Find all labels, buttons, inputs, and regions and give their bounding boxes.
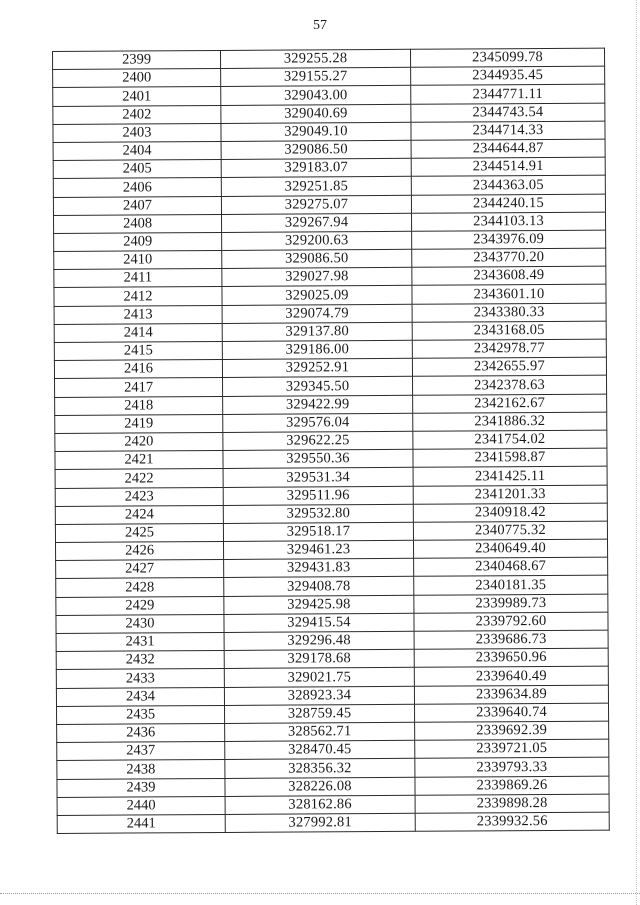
x-coordinate-cell: 329275.07 [221,195,411,214]
x-coordinate-cell: 329531.34 [223,468,413,487]
point-number-cell: 2414 [54,323,222,342]
x-coordinate-cell: 329415.54 [224,613,414,632]
y-coordinate-cell: 2339686.73 [414,630,608,649]
y-coordinate-cell: 2339792.60 [414,612,608,631]
x-coordinate-cell: 329431.83 [224,559,414,578]
y-coordinate-cell: 2343770.20 [412,248,606,267]
point-number-cell: 2441 [57,814,225,833]
y-coordinate-cell: 2339932.56 [415,812,609,831]
point-number-cell: 2408 [54,214,222,233]
y-coordinate-cell: 2342978.77 [412,339,606,358]
point-number-cell: 2403 [53,123,221,142]
point-number-cell: 2422 [55,469,223,488]
point-number-cell: 2435 [57,705,225,724]
x-coordinate-cell: 328470.45 [225,740,415,759]
point-number-cell: 2415 [54,341,222,360]
x-coordinate-cell: 329461.23 [223,540,413,559]
point-number-cell: 2436 [57,723,225,742]
y-coordinate-cell: 2339869.26 [415,776,609,795]
point-number-cell: 2429 [56,596,224,615]
point-number-cell: 2417 [55,378,223,397]
x-coordinate-cell: 329021.75 [224,668,414,687]
y-coordinate-cell: 2342378.63 [412,375,606,394]
x-coordinate-cell: 329267.94 [221,213,411,232]
point-number-cell: 2402 [53,105,221,124]
page-bottom-rule [0,893,640,894]
y-coordinate-cell: 2341754.02 [413,430,607,449]
point-number-cell: 2427 [56,560,224,579]
coordinates-table-container [52,48,609,834]
x-coordinate-cell: 328923.34 [224,686,414,705]
y-coordinate-cell: 2345099.78 [410,48,604,67]
y-coordinate-cell: 2340918.42 [413,503,607,522]
y-coordinate-cell: 2341598.87 [413,448,607,467]
point-number-cell: 2412 [54,287,222,306]
point-number-cell: 2438 [57,760,225,779]
x-coordinate-cell: 328759.45 [224,704,414,723]
x-coordinate-cell: 328226.08 [225,777,415,796]
y-coordinate-cell: 2341201.33 [413,485,607,504]
x-coordinate-cell: 329137.80 [222,322,412,341]
x-coordinate-cell: 329511.96 [223,486,413,505]
y-coordinate-cell: 2341425.11 [413,466,607,485]
point-number-cell: 2431 [56,632,224,651]
page-number: 57 [313,18,327,33]
point-number-cell: 2413 [54,305,222,324]
point-number-cell: 2405 [53,160,221,179]
point-number-cell: 2437 [57,742,225,761]
y-coordinate-cell: 2339721.05 [415,739,609,758]
x-coordinate-cell: 329086.50 [222,249,412,268]
x-coordinate-cell: 329408.78 [224,577,414,596]
point-number-cell: 2439 [57,778,225,797]
y-coordinate-cell: 2341886.32 [413,412,607,431]
y-coordinate-cell: 2344714.33 [411,121,605,140]
y-coordinate-cell: 2344240.15 [411,194,605,213]
y-coordinate-cell: 2339898.28 [415,794,609,813]
x-coordinate-cell: 329027.98 [222,268,412,287]
point-number-cell: 2425 [55,523,223,542]
x-coordinate-cell: 329255.28 [220,49,410,68]
y-coordinate-cell: 2344363.05 [411,175,605,194]
point-number-cell: 2411 [54,269,222,288]
y-coordinate-cell: 2344644.87 [411,139,605,158]
x-coordinate-cell: 329074.79 [222,304,412,323]
x-coordinate-cell: 328562.71 [225,722,415,741]
point-number-cell: 2420 [55,432,223,451]
y-coordinate-cell: 2344103.13 [411,212,605,231]
point-number-cell: 2416 [54,360,222,379]
point-number-cell: 2404 [53,141,221,160]
x-coordinate-cell: 329178.68 [224,649,414,668]
y-coordinate-cell: 2339692.39 [415,721,609,740]
point-number-cell: 2440 [57,796,225,815]
x-coordinate-cell: 329183.07 [221,158,411,177]
x-coordinate-cell: 329425.98 [224,595,414,614]
coordinates-table [52,48,610,834]
x-coordinate-cell: 327992.81 [225,813,415,832]
y-coordinate-cell: 2340775.32 [413,521,607,540]
point-number-cell: 2433 [56,669,224,688]
table-row [57,812,609,834]
x-coordinate-cell: 329252.91 [222,358,412,377]
y-coordinate-cell: 2339989.73 [414,594,608,613]
page-right-edge [636,0,637,905]
y-coordinate-cell: 2340649.40 [413,539,607,558]
x-coordinate-cell: 329251.85 [221,177,411,196]
point-number-cell: 2421 [55,451,223,470]
y-coordinate-cell: 2339793.33 [415,757,609,776]
y-coordinate-cell: 2342162.67 [413,394,607,413]
y-coordinate-cell: 2343976.09 [412,230,606,249]
point-number-cell: 2434 [56,687,224,706]
y-coordinate-cell: 2340468.67 [414,557,608,576]
x-coordinate-cell: 329086.50 [221,140,411,159]
x-coordinate-cell: 329345.50 [222,377,412,396]
point-number-cell: 2424 [55,505,223,524]
point-number-cell: 2432 [56,651,224,670]
x-coordinate-cell: 329049.10 [221,122,411,141]
x-coordinate-cell: 329186.00 [222,340,412,359]
x-coordinate-cell: 329040.69 [221,104,411,123]
x-coordinate-cell: 329622.25 [223,431,413,450]
point-number-cell: 2423 [55,487,223,506]
point-number-cell: 2407 [53,196,221,215]
x-coordinate-cell: 328162.86 [225,795,415,814]
x-coordinate-cell: 329043.00 [221,86,411,105]
point-number-cell: 2426 [56,542,224,561]
table-body [53,48,610,833]
point-number-cell: 2409 [54,232,222,251]
y-coordinate-cell: 2340181.35 [414,576,608,595]
y-coordinate-cell: 2344514.91 [411,157,605,176]
y-coordinate-cell: 2344743.54 [411,103,605,122]
x-coordinate-cell: 329155.27 [221,67,411,86]
x-coordinate-cell: 329422.99 [223,395,413,414]
y-coordinate-cell: 2343380.33 [412,303,606,322]
y-coordinate-cell: 2343601.10 [412,285,606,304]
point-number-cell: 2400 [53,69,221,88]
x-coordinate-cell: 329200.63 [222,231,412,250]
y-coordinate-cell: 2344771.11 [411,84,605,103]
point-number-cell: 2430 [56,614,224,633]
y-coordinate-cell: 2339634.89 [414,685,608,704]
x-coordinate-cell: 329550.36 [223,449,413,468]
y-coordinate-cell: 2339650.96 [414,648,608,667]
y-coordinate-cell: 2342655.97 [412,357,606,376]
x-coordinate-cell: 329518.17 [223,522,413,541]
x-coordinate-cell: 328356.32 [225,759,415,778]
point-number-cell: 2410 [54,251,222,270]
point-number-cell: 2401 [53,87,221,106]
y-coordinate-cell: 2343608.49 [412,266,606,285]
y-coordinate-cell: 2339640.49 [414,666,608,685]
y-coordinate-cell: 2343168.05 [412,321,606,340]
x-coordinate-cell: 329025.09 [222,286,412,305]
point-number-cell: 2406 [53,178,221,197]
x-coordinate-cell: 329296.48 [224,631,414,650]
point-number-cell: 2428 [56,578,224,597]
point-number-cell: 2419 [55,414,223,433]
x-coordinate-cell: 329532.80 [223,504,413,523]
point-number-cell: 2399 [53,50,221,69]
point-number-cell: 2418 [55,396,223,415]
y-coordinate-cell: 2339640.74 [414,703,608,722]
x-coordinate-cell: 329576.04 [223,413,413,432]
y-coordinate-cell: 2344935.45 [411,66,605,85]
